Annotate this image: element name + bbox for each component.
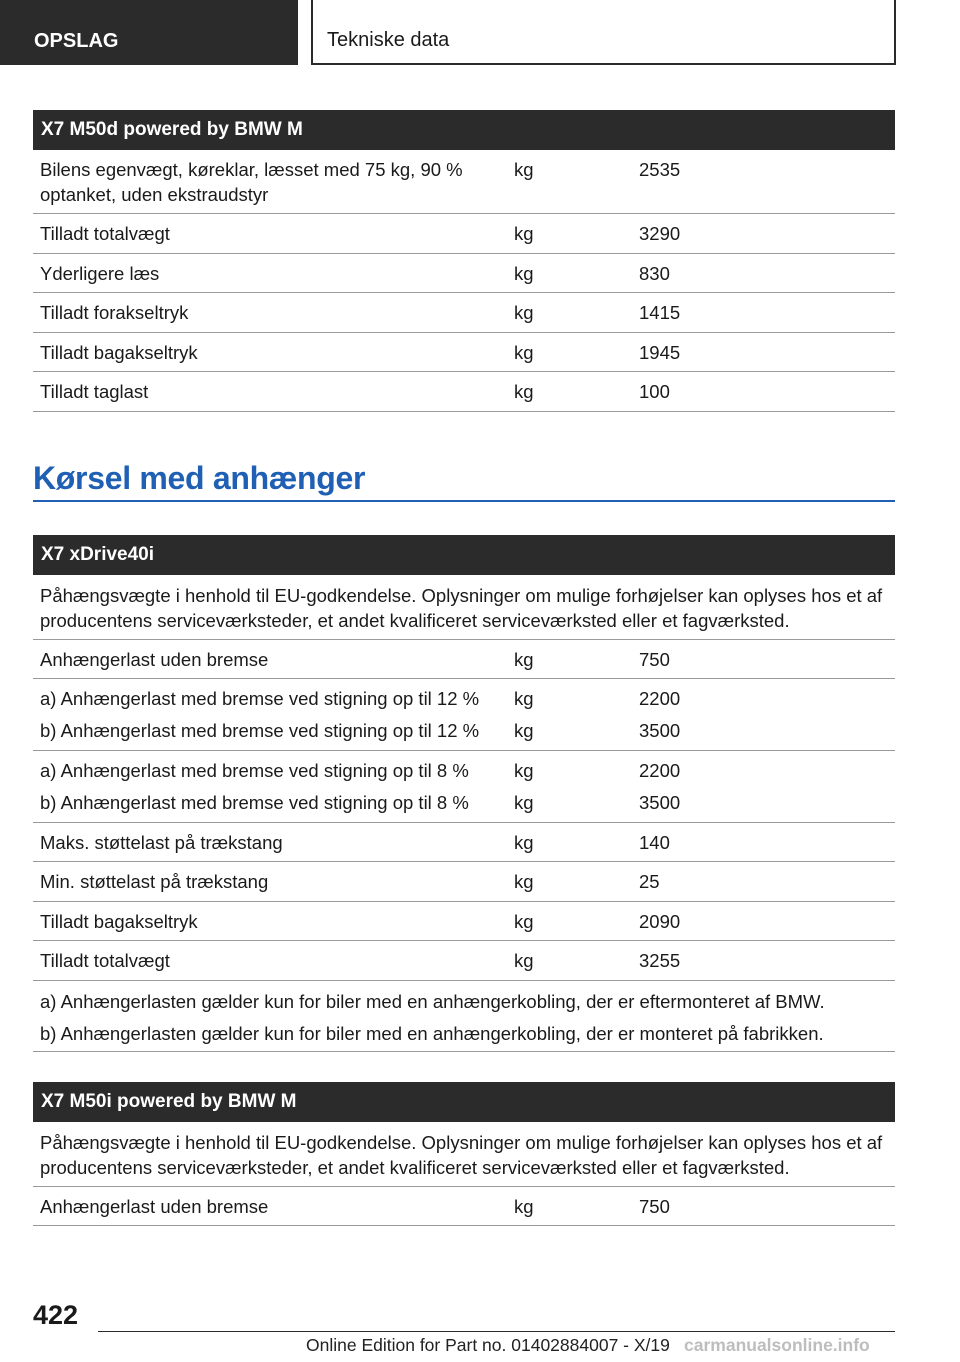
- section-title: Kørsel med anhænger: [33, 460, 366, 496]
- footer-edition: Online Edition for Part no. 01402884007 - X/19: [306, 1335, 670, 1355]
- row-value: 2200: [639, 760, 681, 781]
- row-value: 830: [639, 263, 670, 284]
- row-label: Tilladt totalvægt: [40, 223, 170, 244]
- table-row: [33, 640, 895, 679]
- row-value: 3255: [639, 950, 681, 971]
- row-label: Bilens egenvægt, køreklar, læsset med 75 kg, 90 % optanket, uden ekstraudstyr: [40, 159, 463, 205]
- footnote-b: b) Anhængerlasten gælder kun for biler med en anhængerkobling, der er monteret på fabrikken.: [40, 1023, 824, 1044]
- table-x7-m50i: [33, 1082, 895, 1226]
- row-label: b) Anhængerlast med bremse ved stigning op til 12 %: [40, 720, 480, 741]
- table-row: [33, 679, 895, 751]
- row-unit: kg: [514, 688, 534, 709]
- row-label: Anhængerlast uden bremse: [40, 1196, 269, 1217]
- row-unit: kg: [514, 342, 534, 363]
- row-unit: kg: [514, 159, 534, 180]
- table-row: [33, 1187, 895, 1226]
- table-x7-xdrive40i: [33, 535, 895, 1052]
- row-unit: kg: [514, 760, 534, 781]
- table-footnotes: [33, 981, 895, 1052]
- table-row: [33, 293, 895, 333]
- row-unit: kg: [514, 911, 534, 932]
- page-number: 422: [33, 1300, 79, 1330]
- row-unit: kg: [514, 1196, 534, 1217]
- row-label: Min. støttelast på trækstang: [40, 871, 269, 892]
- table-row: [33, 150, 895, 214]
- table-title: X7 M50d powered by BMW M: [33, 110, 895, 150]
- row-value: 100: [639, 381, 670, 402]
- table-row: [33, 333, 895, 372]
- row-value: 3500: [639, 720, 681, 741]
- row-label: Tilladt forakseltryk: [40, 302, 189, 323]
- row-label: Tilladt totalvægt: [40, 950, 170, 971]
- header-chapter-tab: [311, 0, 896, 65]
- row-label: a) Anhængerlast med bremse ved stigning op til 8 %: [40, 760, 469, 781]
- row-value: 1415: [639, 302, 681, 323]
- row-unit: kg: [514, 223, 534, 244]
- table-x7-m50d: [33, 110, 895, 412]
- table-row: [33, 902, 895, 941]
- row-value: 750: [639, 1196, 670, 1217]
- section-divider: [33, 500, 895, 502]
- row-value: 25: [639, 871, 660, 892]
- row-value: 750: [639, 649, 670, 670]
- header-section-tab: [0, 0, 298, 65]
- table-note: Påhængsvægte i henhold til EU-godkendelse. Oplysninger om mulige forhøjelser kan oplyses hos et af producentens serviceværksteder, et andet kvalificeret serviceværksted eller et fagværksted.: [33, 1122, 895, 1187]
- row-value: 3290: [639, 223, 681, 244]
- row-label: b) Anhængerlast med bremse ved stigning op til 8 %: [40, 792, 469, 813]
- row-label: Maks. støttelast på trækstang: [40, 832, 283, 853]
- table-row: [33, 214, 895, 254]
- row-label: a) Anhængerlast med bremse ved stigning op til 12 %: [40, 688, 480, 709]
- table-title: X7 M50i powered by BMW M: [33, 1082, 895, 1122]
- table-row: [33, 823, 895, 862]
- row-unit: kg: [514, 381, 534, 402]
- footer-divider: [98, 1331, 895, 1332]
- row-value: 3500: [639, 792, 681, 813]
- footer-watermark: carmanualsonline.info: [684, 1335, 870, 1355]
- table-row: [33, 372, 895, 412]
- row-label: Tilladt taglast: [40, 381, 149, 402]
- table-row: [33, 862, 895, 902]
- row-unit: kg: [514, 649, 534, 670]
- table-row: [33, 941, 895, 981]
- row-value: 2090: [639, 911, 681, 932]
- header-section-label: OPSLAG: [34, 30, 119, 52]
- table-row: [33, 751, 895, 823]
- row-unit: kg: [514, 263, 534, 284]
- table-note: Påhængsvægte i henhold til EU-godkendelse. Oplysninger om mulige forhøjelser kan oplyses hos et af producentens serviceværksteder, et andet kvalificeret serviceværksted eller et fagværksted.: [33, 575, 895, 640]
- table-title: X7 xDrive40i: [33, 535, 895, 575]
- row-value: 2535: [639, 159, 681, 180]
- row-label: Tilladt bagakseltryk: [40, 911, 198, 932]
- row-unit: kg: [514, 720, 534, 741]
- row-label: Tilladt bagakseltryk: [40, 342, 198, 363]
- row-unit: kg: [514, 792, 534, 813]
- row-value: 1945: [639, 342, 681, 363]
- row-unit: kg: [514, 950, 534, 971]
- row-value: 2200: [639, 688, 681, 709]
- row-label: Anhængerlast uden bremse: [40, 649, 269, 670]
- row-unit: kg: [514, 832, 534, 853]
- row-value: 140: [639, 832, 670, 853]
- row-unit: kg: [514, 871, 534, 892]
- table-row: [33, 254, 895, 293]
- row-label: Yderligere læs: [40, 263, 160, 284]
- row-unit: kg: [514, 302, 534, 323]
- footnote-a: a) Anhængerlasten gælder kun for biler med en anhængerkobling, der er eftermonteret af BMW.: [40, 991, 825, 1012]
- header-chapter-label: Tekniske data: [327, 29, 450, 51]
